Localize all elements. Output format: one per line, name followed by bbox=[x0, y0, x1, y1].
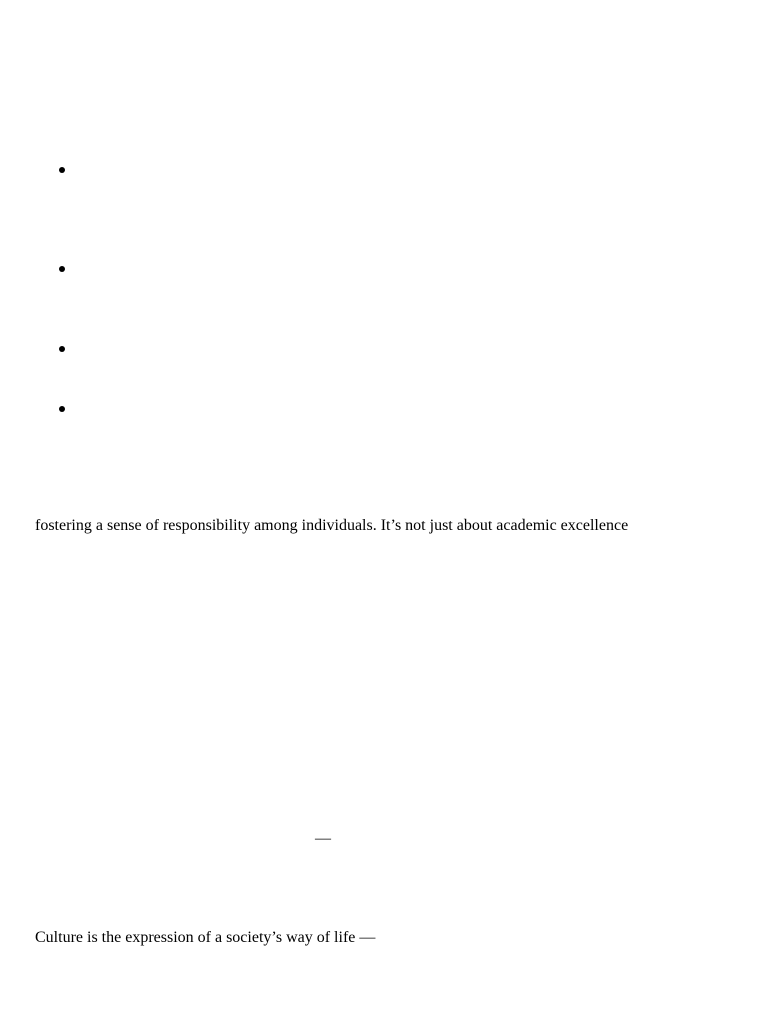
list-bullet bbox=[59, 266, 65, 272]
list-bullet bbox=[59, 167, 65, 173]
list-bullet bbox=[59, 346, 65, 352]
closing-text: Culture is the expression of a society’s way of life — bbox=[35, 929, 376, 946]
paragraph-text: fostering a sense of responsibility among individuals. It’s not just about academic excellence bbox=[35, 517, 629, 534]
list-bullet bbox=[59, 406, 65, 412]
separator-dash: — bbox=[315, 830, 331, 847]
